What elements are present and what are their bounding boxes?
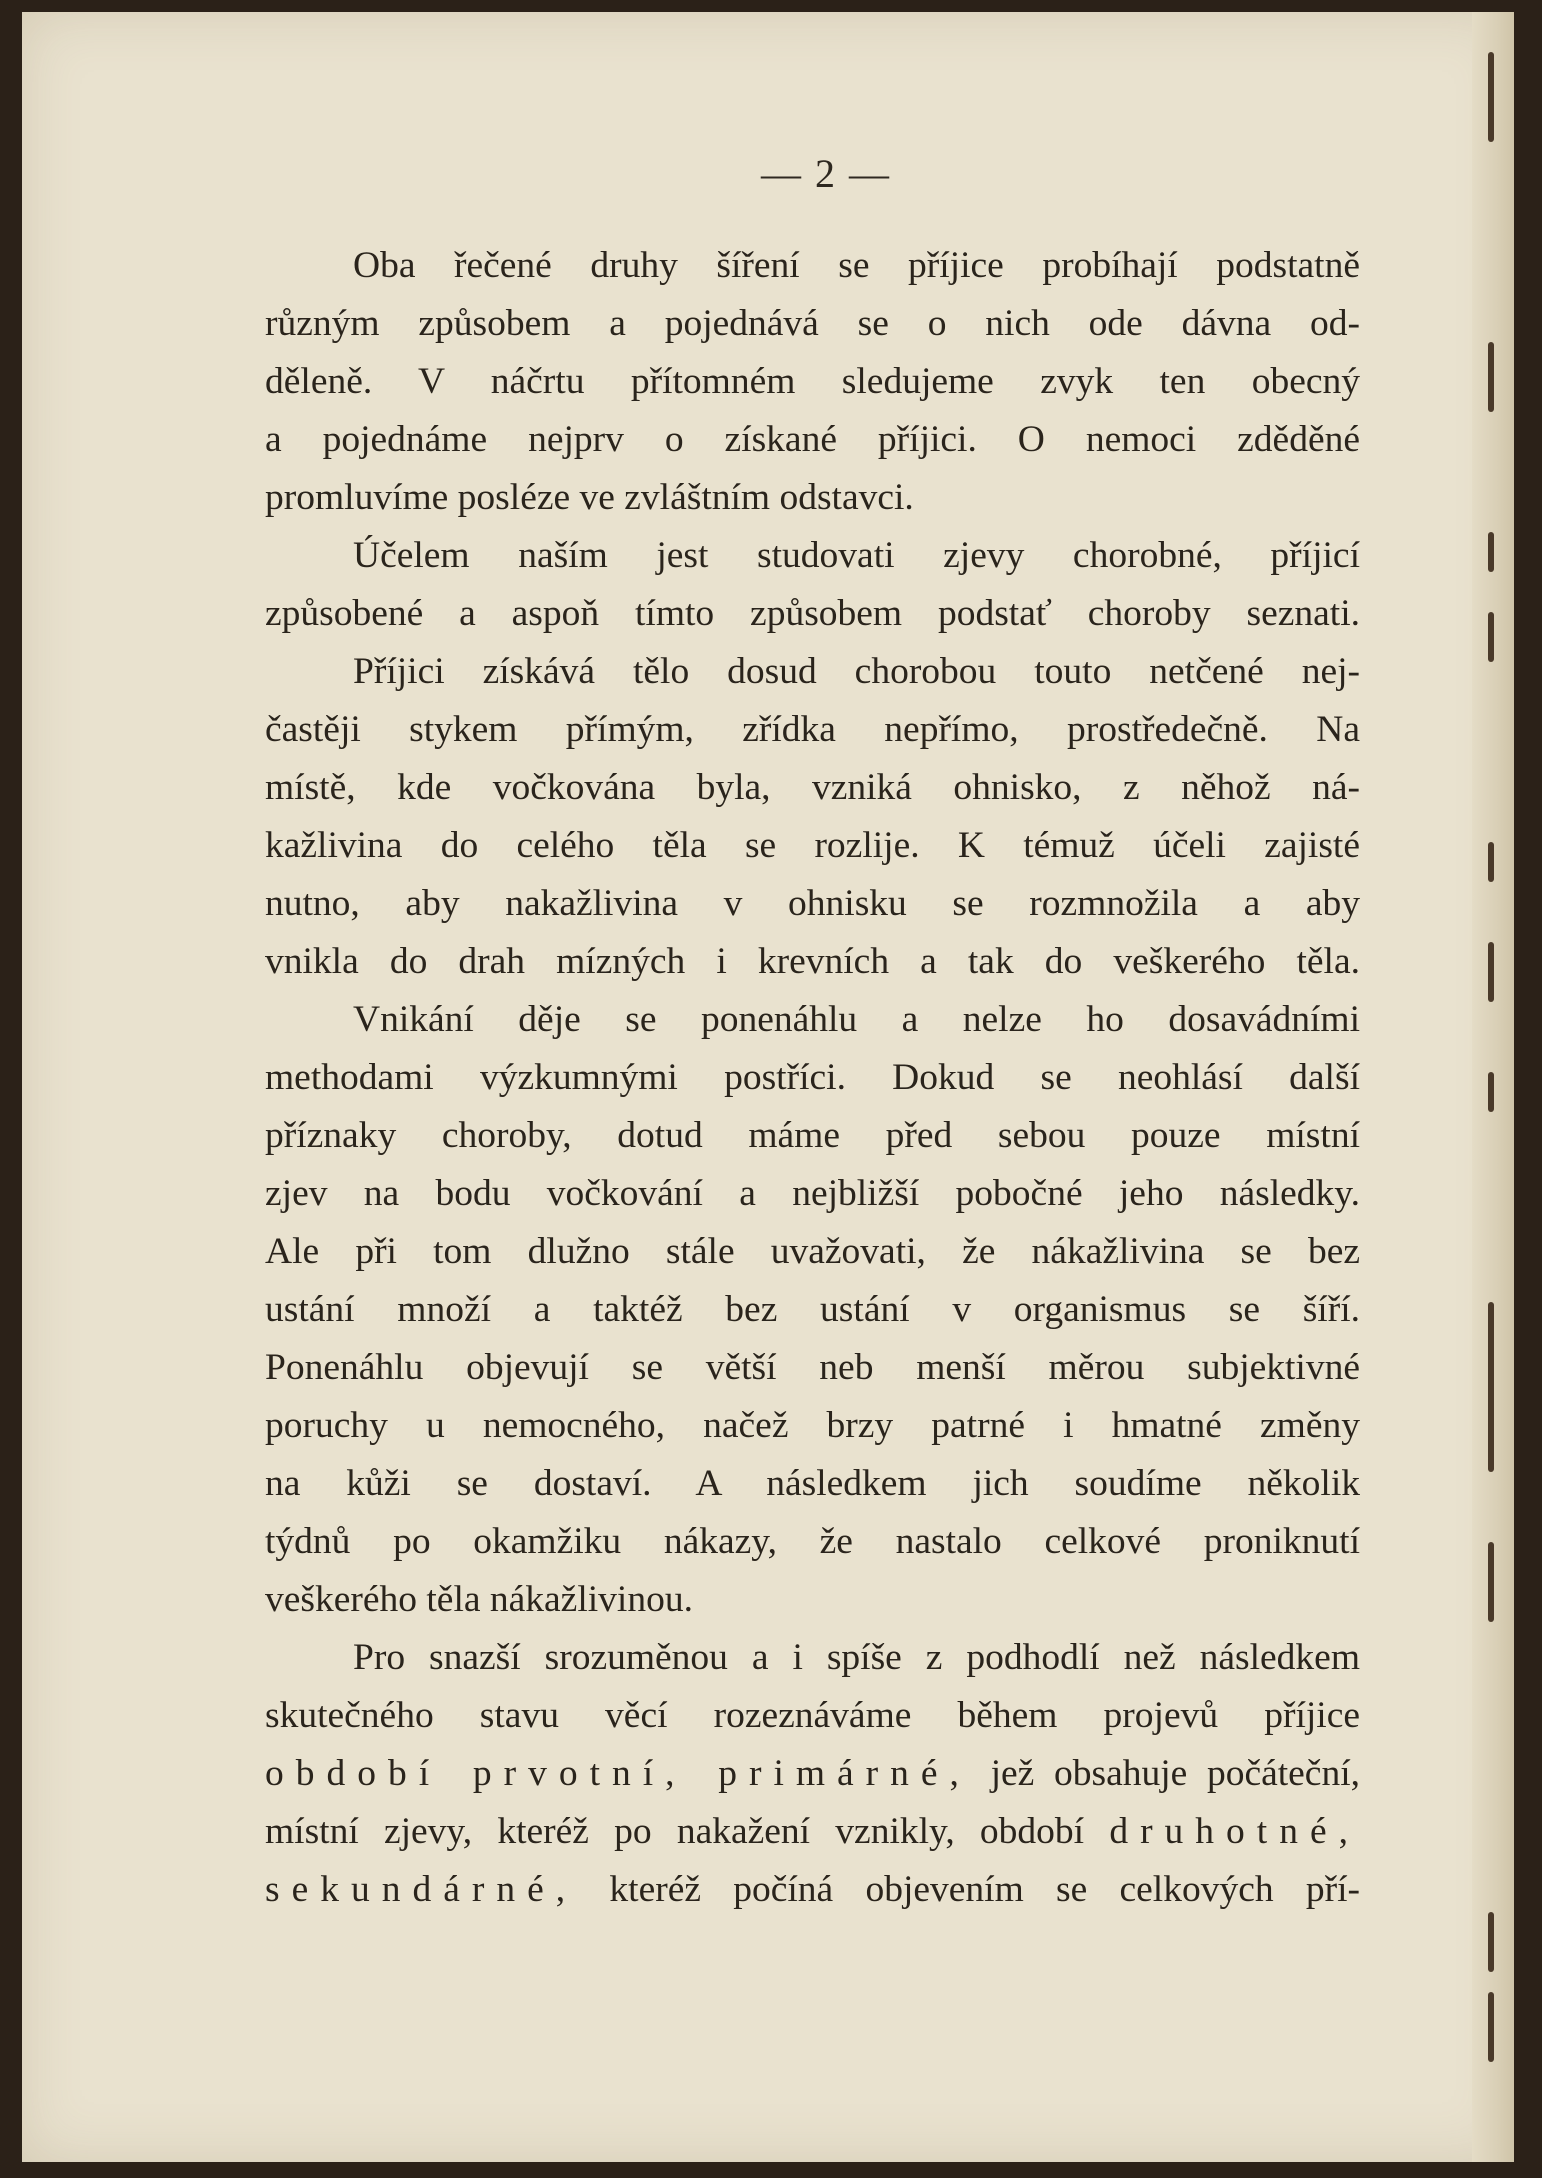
text-line: různým způsobem a pojednává se o nich ode dávna od- — [265, 303, 1360, 344]
paragraph — [265, 237, 1360, 527]
text-line: a pojednáme nejprv o získané příjici. O nemoci zděděné — [265, 419, 1360, 460]
text-line: častěji stykem přímým, zřídka nepřímo, prostředečně. Na — [265, 709, 1360, 750]
text-line: příznaky choroby, dotud máme před sebou pouze místní — [265, 1115, 1360, 1156]
paragraph — [265, 1629, 1360, 1919]
text-line: způsobené a aspoň tímto způsobem podstať choroby seznati. — [265, 593, 1360, 634]
text-run: jež obsahuje počáteční, — [970, 1753, 1360, 1794]
text-line: vnikla do drah mízných i krevních a tak do veškerého těla. — [265, 941, 1360, 982]
spaced-term: období prvotní, primárné, — [265, 1753, 971, 1794]
text-line: Ale při tom dlužno stále uvažovati, že nákažlivina se bez — [265, 1231, 1360, 1272]
page-number: — 2 — — [761, 151, 891, 196]
binding-thread — [1488, 942, 1494, 1002]
text-line: nutno, aby nakažlivina v ohnisku se rozmnožila a aby — [265, 883, 1360, 924]
text-line: na kůži se dostaví. A následkem jich soudíme několik — [265, 1463, 1360, 1504]
text-run: kteréž počíná objevením se celkových pří- — [577, 1869, 1360, 1910]
text-line: týdnů po okamžiku nákazy, že nastalo celkové proniknutí — [265, 1521, 1360, 1562]
binding-thread — [1488, 1072, 1494, 1112]
text-line: Oba řečené druhy šíření se příjice probíhají podstatně — [353, 245, 1360, 286]
binding-thread — [1488, 1912, 1494, 1972]
binding-thread — [1488, 1992, 1494, 2062]
text-line: kažlivina do celého těla se rozlije. K témuž účeli zajisté — [265, 825, 1360, 866]
binding-thread — [1488, 1302, 1494, 1472]
binding-thread — [1488, 52, 1494, 142]
text-line: promluvíme posléze ve zvláštním odstavci. — [265, 477, 914, 518]
text-line: Ponenáhlu objevují se větší neb menší měrou subjektivné — [265, 1347, 1360, 1388]
text-line: methodami výzkumnými postříci. Dokud se neohlásí další — [265, 1057, 1360, 1098]
text-run: místní zjevy, kteréž po nakažení vznikly, období — [265, 1811, 1110, 1852]
text-line — [265, 1745, 1360, 1803]
text-line: poruchy u nemocného, načež brzy patrné i hmatné změny — [265, 1405, 1360, 1446]
text-line: skutečného stavu věcí rozeznáváme během projevů příjice — [265, 1695, 1360, 1736]
paragraph — [265, 991, 1360, 1629]
text-line — [265, 1803, 1360, 1861]
binding-thread — [1488, 532, 1494, 572]
text-line: Pro snazší srozuměnou a i spíše z podhodlí než následkem — [353, 1637, 1360, 1678]
body-text — [265, 237, 1360, 1919]
paragraph — [265, 527, 1360, 643]
text-line: místě, kde vočkována byla, vzniká ohnisko, z něhož ná- — [265, 767, 1360, 808]
text-line: ustání množí a taktéž bez ustání v organismus se šíří. — [265, 1289, 1360, 1330]
text-line: Příjici získává tělo dosud chorobou touto netčené nej- — [353, 651, 1360, 692]
binding-thread — [1488, 842, 1494, 882]
text-line: děleně. V náčrtu přítomném sledujeme zvyk ten obecný — [265, 361, 1360, 402]
text-line: Vnikání děje se ponenáhlu a nelze ho dosavádními — [353, 999, 1360, 1040]
spaced-term: druhotné, — [1109, 1811, 1360, 1852]
binding-thread — [1488, 342, 1494, 412]
spaced-term: sekundárné, — [265, 1869, 578, 1910]
text-line: veškerého těla nákažlivinou. — [265, 1579, 693, 1620]
text-line: Účelem naším jest studovati zjevy chorobné, příjicí — [353, 535, 1360, 576]
text-line — [265, 1861, 1360, 1919]
text-line: zjev na bodu vočkování a nejbližší pobočné jeho následky. — [265, 1173, 1360, 1214]
binding-thread — [1488, 1542, 1494, 1622]
binding-thread — [1488, 612, 1494, 662]
page-gutter — [1472, 12, 1514, 2162]
paragraph — [265, 643, 1360, 991]
